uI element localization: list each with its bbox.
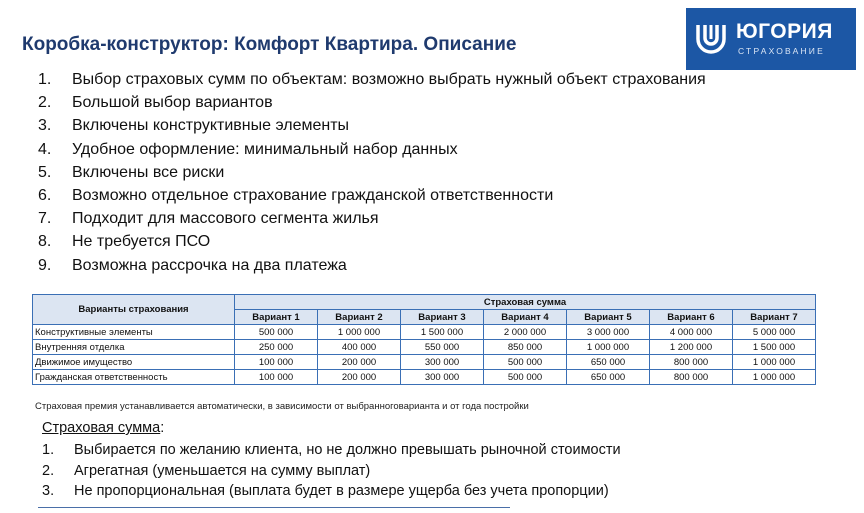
list-item bbox=[42, 440, 621, 461]
table-row bbox=[33, 370, 816, 385]
list-item bbox=[38, 207, 706, 230]
list-item bbox=[42, 461, 621, 482]
column-header: Вариант 3 bbox=[401, 310, 484, 325]
list-item-number: 1. bbox=[38, 71, 52, 88]
list-item bbox=[38, 184, 706, 207]
list-item-text: Удобное оформление: минимальный набор данных bbox=[72, 140, 458, 158]
list-item bbox=[38, 230, 706, 253]
list-item bbox=[38, 254, 706, 277]
table-row bbox=[33, 325, 816, 340]
list-item-text: Подходит для массового сегмента жилья bbox=[72, 210, 379, 228]
list-item bbox=[38, 138, 706, 161]
table-cell: 100 000 bbox=[235, 355, 318, 370]
table-cell: 300 000 bbox=[401, 355, 484, 370]
list-item-number: 2. bbox=[42, 462, 55, 479]
column-header: Вариант 7 bbox=[733, 310, 816, 325]
table-cell: 1 000 000 bbox=[733, 370, 816, 385]
list-item-text: Возможно отдельное страхование гражданской ответственности bbox=[72, 187, 554, 205]
table-cell: 500 000 bbox=[484, 355, 567, 370]
column-header: Вариант 5 bbox=[567, 310, 650, 325]
table-cell: 250 000 bbox=[235, 340, 318, 355]
table-cell: 550 000 bbox=[401, 340, 484, 355]
table-row bbox=[33, 355, 816, 370]
list-item bbox=[38, 68, 706, 91]
list-item-text: Большой выбор вариантов bbox=[72, 94, 273, 112]
table-cell: 1 000 000 bbox=[318, 325, 401, 340]
column-header: Вариант 4 bbox=[484, 310, 567, 325]
list-item-text: Включены все риски bbox=[72, 163, 225, 181]
list-item-number: 3. bbox=[42, 483, 55, 499]
table-cell: 650 000 bbox=[567, 355, 650, 370]
table-cell: 1 200 000 bbox=[650, 340, 733, 355]
list-item-number: 6. bbox=[38, 187, 52, 205]
company-logo bbox=[686, 8, 856, 70]
page-title: Коробка-конструктор: Комфорт Квартира. Описание bbox=[22, 34, 517, 55]
logo-name: ЮГОРИЯ bbox=[736, 20, 833, 43]
column-header: Вариант 6 bbox=[650, 310, 733, 325]
row-header-label: Варианты страхования bbox=[33, 295, 235, 325]
table-header-row bbox=[33, 295, 816, 310]
list-item-number: 7. bbox=[38, 210, 52, 228]
row-label: Гражданская ответственность bbox=[33, 370, 235, 385]
list-item-number: 3. bbox=[38, 117, 52, 135]
column-header: Вариант 1 bbox=[235, 310, 318, 325]
table-cell: 2 000 000 bbox=[484, 325, 567, 340]
table-cell: 800 000 bbox=[650, 355, 733, 370]
table-cell: 500 000 bbox=[484, 370, 567, 385]
list-item bbox=[42, 481, 621, 502]
bottom-divider bbox=[38, 507, 510, 508]
table-cell: 200 000 bbox=[318, 370, 401, 385]
list-item bbox=[38, 114, 706, 137]
logo-u-icon bbox=[694, 21, 728, 55]
list-item-text: Выбирается по желанию клиента, но не должно превышать рыночной стоимости bbox=[74, 442, 621, 458]
table-cell: 200 000 bbox=[318, 355, 401, 370]
sum-section-title-colon: : bbox=[160, 420, 165, 436]
table-cell: 1 500 000 bbox=[401, 325, 484, 340]
group-header: Страховая сумма bbox=[235, 295, 816, 310]
sum-conditions-list bbox=[42, 440, 621, 502]
table-cell: 5 000 000 bbox=[733, 325, 816, 340]
table-cell: 400 000 bbox=[318, 340, 401, 355]
table-cell: 650 000 bbox=[567, 370, 650, 385]
list-item-text: Не пропорциональная (выплата будет в размере ущерба без учета пропорции) bbox=[74, 483, 609, 499]
table-cell: 300 000 bbox=[401, 370, 484, 385]
table-row bbox=[33, 340, 816, 355]
sum-section-title-text: Страховая сумма bbox=[42, 420, 161, 436]
table-cell: 500 000 bbox=[235, 325, 318, 340]
table-cell: 850 000 bbox=[484, 340, 567, 355]
list-item-number: 5. bbox=[38, 163, 52, 181]
table-cell: 4 000 000 bbox=[650, 325, 733, 340]
list-item bbox=[38, 91, 706, 114]
list-item-number: 1. bbox=[42, 442, 55, 458]
list-item-number: 9. bbox=[38, 256, 52, 274]
table-cell: 1 000 000 bbox=[733, 355, 816, 370]
list-item-number: 8. bbox=[38, 233, 52, 251]
premium-note: Страховая премия устанавливается автоматически, в зависимости от выбранноговарианта и от года постройки bbox=[35, 401, 529, 412]
list-item-text: Выбор страховых сумм по объектам: возможно выбрать нужный объект страхования bbox=[72, 71, 706, 88]
insurance-sums-table bbox=[32, 294, 816, 385]
list-item-number: 4. bbox=[38, 140, 52, 158]
row-label: Движимое имущество bbox=[33, 355, 235, 370]
list-item-text: Не требуется ПСО bbox=[72, 233, 211, 251]
list-item-text: Включены конструктивные элементы bbox=[72, 117, 350, 135]
sum-section-title bbox=[42, 420, 164, 436]
list-item-text: Возможна рассрочка на два платежа bbox=[72, 256, 347, 274]
table-cell: 1 000 000 bbox=[567, 340, 650, 355]
features-list bbox=[38, 68, 706, 277]
row-label: Конструктивные элементы bbox=[33, 325, 235, 340]
list-item bbox=[38, 161, 706, 184]
table-cell: 1 500 000 bbox=[733, 340, 816, 355]
list-item-number: 2. bbox=[38, 94, 52, 112]
table-cell: 100 000 bbox=[235, 370, 318, 385]
column-header: Вариант 2 bbox=[318, 310, 401, 325]
row-label: Внутренняя отделка bbox=[33, 340, 235, 355]
logo-subtitle: СТРАХОВАНИЕ bbox=[738, 46, 825, 56]
table-cell: 800 000 bbox=[650, 370, 733, 385]
list-item-text: Агрегатная (уменьшается на сумму выплат) bbox=[74, 462, 371, 479]
table-cell: 3 000 000 bbox=[567, 325, 650, 340]
